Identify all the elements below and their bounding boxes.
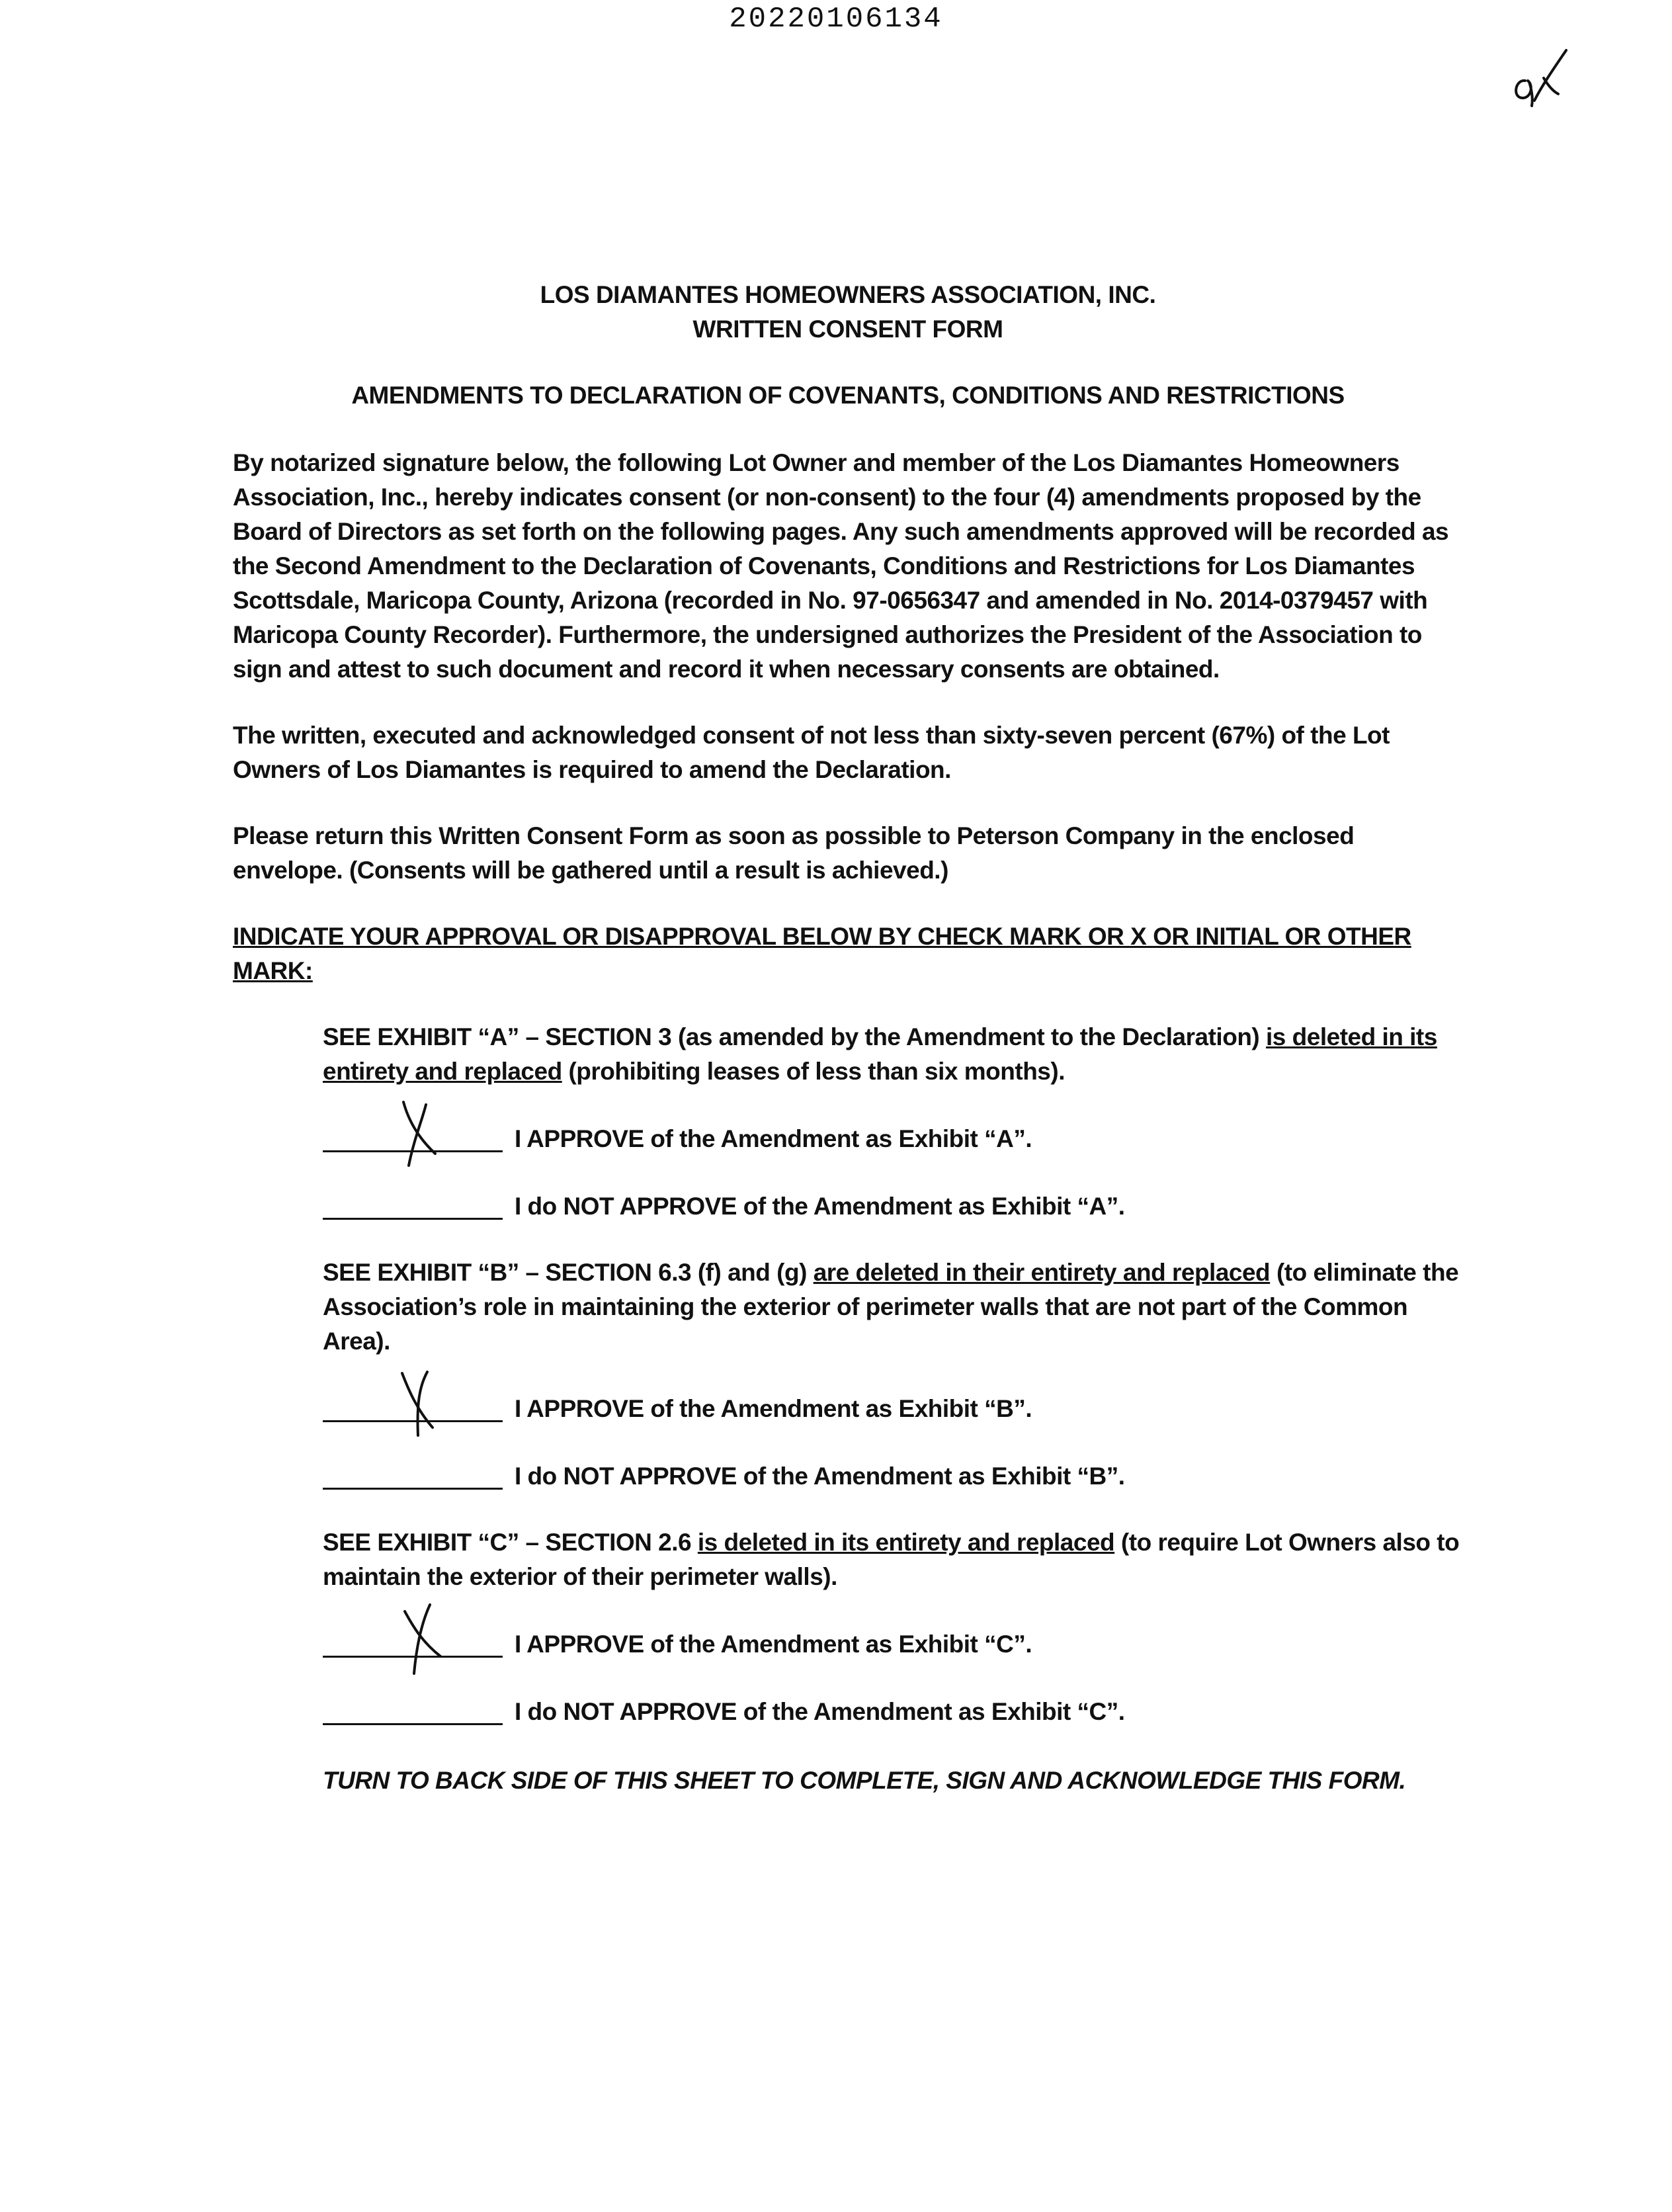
exhibit-a-disapprove-option[interactable]	[323, 1189, 1463, 1224]
exhibit-a-description: SEE EXHIBIT “A” – SECTION 3 (as amended by the Amendment to the Declaration) is deleted in its entirety and replaced (prohibiting leases of less than six months).	[323, 1023, 1437, 1085]
consent-paragraph: By notarized signature below, the following Lot Owner and member of the Los Diamantes Homeowners Association, Inc., hereby indicates consent (or non-consent) to the four (4) amendments proposed by the Board of Directors as set forth on the following pages. Any such amendments approved will be recorded as the Second Amendment to the Declaration of Covenants, Conditions and Restrictions for Los Diamantes Scottsdale, Maricopa County, Arizona (recorded in No. 97-0656347 and amended in No. 2014-0379457 with Maricopa County Recorder). Furthermore, the undersigned authorizes the President of the Association to sign and attest to such document and record it when necessary consents are obtained.	[233, 449, 1449, 683]
association-name: LOS DIAMANTES HOMEOWNERS ASSOCIATION, INC.	[540, 281, 1156, 308]
exhibit-c-approve-option[interactable]	[323, 1627, 1463, 1662]
disapprove-label: I do NOT APPROVE of the Amendment as Exhibit “C”.	[515, 1698, 1125, 1725]
amendments-heading: AMENDMENTS TO DECLARATION OF COVENANTS, CONDITIONS AND RESTRICTIONS	[351, 382, 1345, 409]
disapprove-blank[interactable]	[323, 1723, 503, 1725]
exhibit-c-description: SEE EXHIBIT “C” – SECTION 2.6 is deleted in its entirety and replaced (to require Lot Owners also to maintain the exterior of their perimeter walls).	[323, 1529, 1460, 1590]
exhibit-c-section	[323, 1525, 1463, 1729]
disapprove-blank[interactable]	[323, 1218, 503, 1220]
form-name: WRITTEN CONSENT FORM	[692, 316, 1003, 343]
disapprove-label: I do NOT APPROVE of the Amendment as Exhibit “A”.	[515, 1193, 1125, 1220]
handwritten-x	[369, 1097, 462, 1170]
exhibit-a-section	[323, 1020, 1463, 1224]
exhibit-b-description: SEE EXHIBIT “B” – SECTION 6.3 (f) and (g) are deleted in their entirety and replaced (to eliminate the Association’s role in maintaining the exterior of perimeter walls that are not part of the Common Area).	[323, 1259, 1459, 1355]
form-title	[233, 278, 1463, 347]
consent-form	[233, 278, 1463, 1798]
exhibit-b-section	[323, 1255, 1463, 1494]
handwritten-initials	[1500, 41, 1579, 120]
threshold-paragraph: The written, executed and acknowledged consent of not less than sixty-seven percent (67%) of the Lot Owners of Los Diamantes is required to amend the Declaration.	[233, 722, 1390, 783]
exhibit-b-disapprove-option[interactable]	[323, 1459, 1463, 1494]
exhibit-a-approve-option[interactable]	[323, 1122, 1463, 1156]
approval-instruction: INDICATE YOUR APPROVAL OR DISAPPROVAL BELOW BY CHECK MARK OR X OR INITIAL OR OTHER MARK:	[233, 923, 1411, 984]
recording-number: 20220106134	[729, 3, 943, 36]
disapprove-label: I do NOT APPROVE of the Amendment as Exhibit “B”.	[515, 1463, 1125, 1490]
handwritten-x	[369, 1602, 462, 1675]
approve-label: I APPROVE of the Amendment as Exhibit “B”.	[515, 1395, 1032, 1422]
exhibit-c-disapprove-option[interactable]	[323, 1695, 1463, 1729]
return-paragraph: Please return this Written Consent Form as soon as possible to Peterson Company in the enclosed envelope. (Consents will be gathered until a result is achieved.)	[233, 822, 1355, 884]
exhibit-b-approve-option[interactable]	[323, 1392, 1463, 1426]
disapprove-blank[interactable]	[323, 1488, 503, 1490]
approve-label: I APPROVE of the Amendment as Exhibit “C”.	[515, 1631, 1032, 1658]
approve-label: I APPROVE of the Amendment as Exhibit “A”.	[515, 1125, 1032, 1152]
turn-over-note: TURN TO BACK SIDE OF THIS SHEET TO COMPLETE, SIGN AND ACKNOWLEDGE THIS FORM.	[323, 1767, 1406, 1794]
handwritten-x	[369, 1367, 462, 1439]
